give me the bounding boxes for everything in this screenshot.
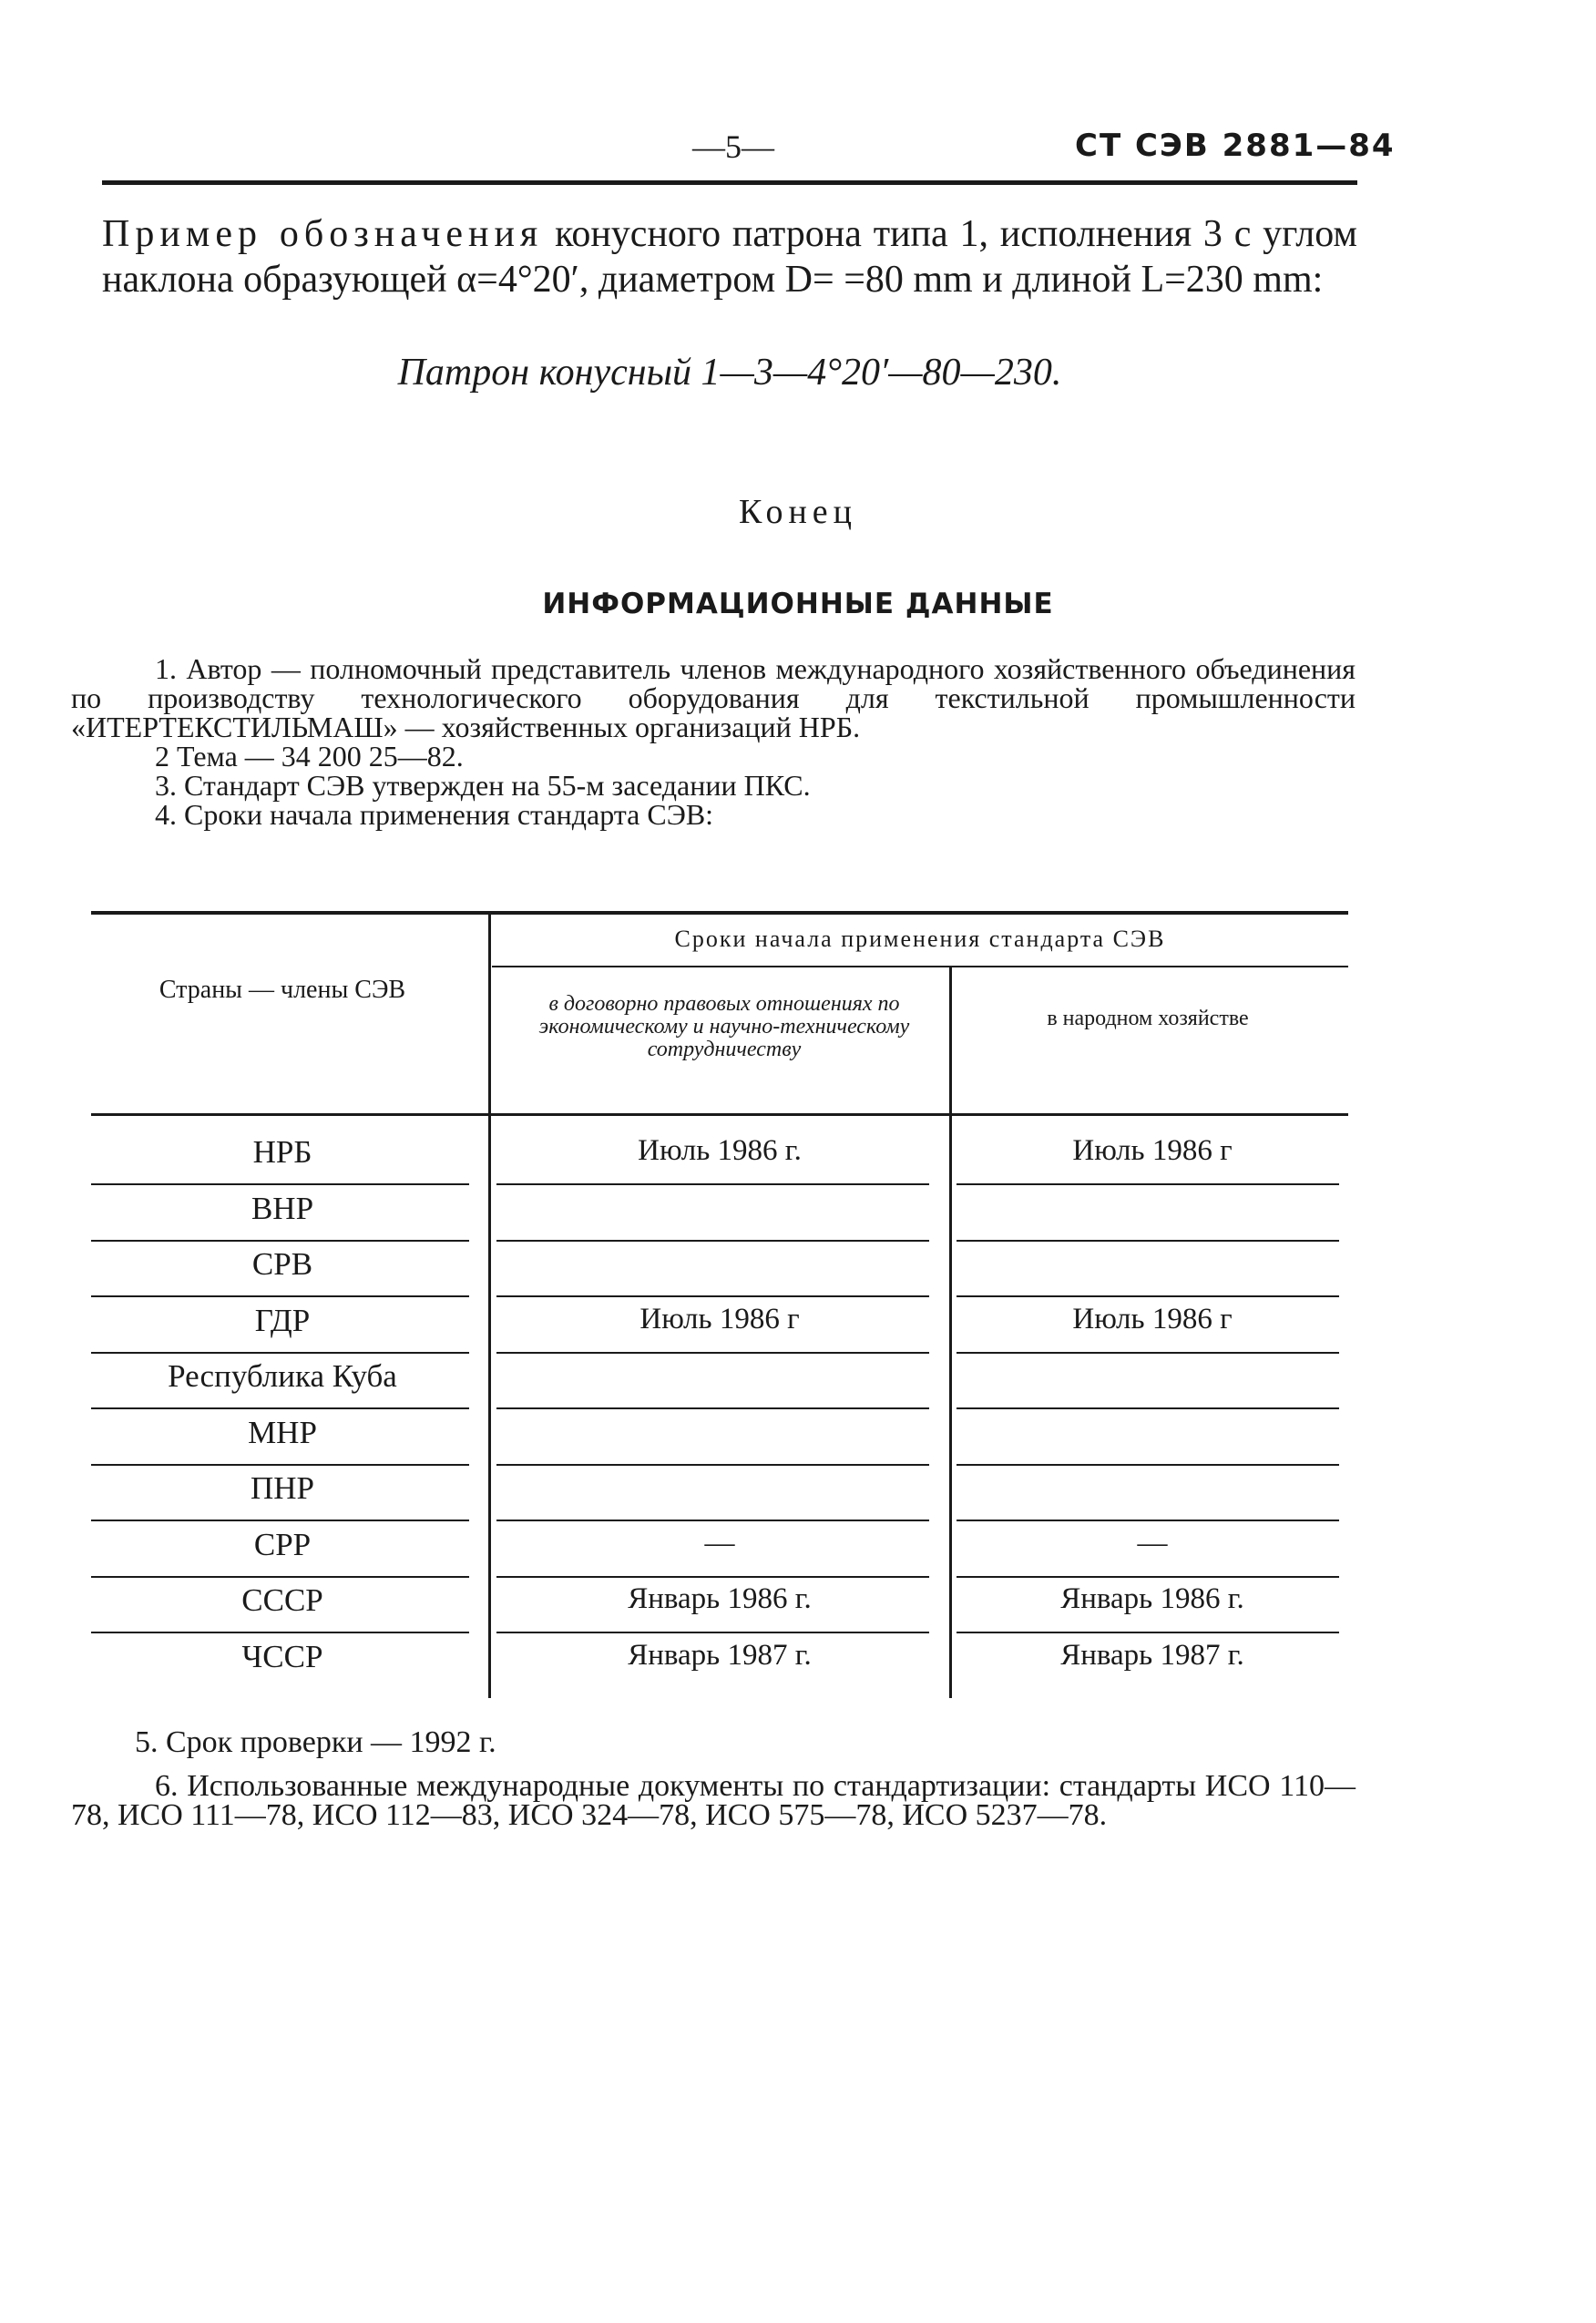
row-separator: [957, 1240, 1339, 1242]
row-separator: [957, 1183, 1339, 1185]
row-separator: [91, 1295, 469, 1297]
row-separator: [957, 1295, 1339, 1297]
standard-code: СТ СЭВ 2881—84: [1075, 128, 1396, 164]
row-separator: [957, 1407, 1339, 1409]
country-cell: ЧССР: [241, 1638, 323, 1674]
group-header: Сроки начала применения стандарта СЭВ: [674, 926, 1166, 952]
designation-example: Патрон конусный 1—3—4°20′—80—230.: [397, 352, 1062, 394]
row-separator: [91, 1520, 469, 1521]
country-cell: НРБ: [252, 1134, 312, 1170]
contract-date-cell: —: [704, 1526, 735, 1560]
country-cell: ВНР: [251, 1190, 314, 1226]
info-item-topic: 2 Тема — 34 200 25—82.: [155, 740, 464, 773]
row-separator: [496, 1632, 929, 1633]
row-separator: [91, 1240, 469, 1242]
contract-date-cell: Июль 1986 г: [639, 1302, 800, 1335]
contract-date-cell: Январь 1987 г.: [628, 1638, 812, 1672]
info-item-documents: 6. Использованные международные документы по стандартизации: стандарты ИСО 110—78, ИСО 111—78, ИСО 112—83, ИСО 324—78, ИСО 575—78, ИСО 5237—78.: [71, 1769, 1356, 1832]
info-item-approval: 3. Стандарт СЭВ утвержден на 55-м заседании ПКС.: [155, 769, 811, 802]
end-word: Конец: [739, 493, 857, 531]
contract-date-cell: Июль 1986 г.: [638, 1134, 802, 1167]
row-separator: [91, 1352, 469, 1354]
after-table-items: [71, 1726, 1356, 1830]
row-separator: [496, 1464, 929, 1466]
row-separator: [957, 1464, 1339, 1466]
info-title: ИНФОРМАЦИОННЫЕ ДАННЫЕ: [542, 588, 1054, 620]
row-separator: [91, 1407, 469, 1409]
row-separator: [496, 1295, 929, 1297]
example-lead-word: Пример обозначения: [102, 213, 544, 255]
row-separator: [957, 1352, 1339, 1354]
country-cell: ПНР: [250, 1470, 315, 1506]
row-separator: [496, 1240, 929, 1242]
country-cell: СРР: [253, 1526, 312, 1562]
row-separator: [496, 1183, 929, 1185]
economy-date-cell: Июль 1986 г: [1072, 1302, 1233, 1335]
row-separator: [91, 1632, 469, 1633]
row-separator: [496, 1352, 929, 1354]
economy-date-cell: —: [1137, 1526, 1168, 1560]
row-separator: [496, 1407, 929, 1409]
col-contract-header: [519, 993, 929, 1061]
table-vertical-rule-2: [949, 967, 952, 1698]
col-contract-header-text: в договорно правовых отношениях по экономическому и научно-техническому сотрудничеству: [538, 992, 910, 1061]
country-cell: СРВ: [251, 1246, 313, 1282]
economy-date-cell: Июль 1986 г: [1072, 1134, 1233, 1167]
row-separator: [496, 1576, 929, 1578]
info-list: [71, 654, 1356, 829]
info-item-author: 1. Автор — полномочный представитель членов международного хозяйственного объединения по производству технологического оборудования для текстильной промышленности «ИТЕРТЕКСТИЛЬМАШ» — хозяйственных организаций НРБ.: [71, 652, 1356, 743]
info-item-dates: 4. Сроки начала применения стандарта СЭВ:: [155, 798, 714, 831]
table-top-rule: [91, 911, 1348, 915]
example-text: конусного патрона типа 1, исполнения 3 с углом наклона образующей α=4°20′, диаметром D= =80 mm и длиной L=230 mm:: [102, 213, 1357, 301]
info-item-review: 5. Срок проверки — 1992 г.: [135, 1725, 496, 1759]
economy-date-cell: Январь 1987 г.: [1060, 1638, 1244, 1672]
designation-example-paragraph: [102, 211, 1357, 302]
col-country-header: Страны — члены СЭВ: [159, 976, 406, 1004]
row-separator: [91, 1183, 469, 1185]
page-number: —5—: [692, 128, 774, 165]
contract-date-cell: Январь 1986 г.: [628, 1582, 812, 1615]
row-separator: [91, 1576, 469, 1578]
table-group-rule: [492, 966, 1348, 967]
economy-date-cell: Январь 1986 г.: [1060, 1582, 1244, 1615]
table-vertical-rule-1: [488, 915, 491, 1698]
table-header-rule: [91, 1113, 1348, 1116]
row-separator: [496, 1520, 929, 1521]
country-cell: СССР: [241, 1582, 323, 1618]
country-cell: ГДР: [254, 1302, 311, 1338]
country-cell: МНР: [248, 1414, 317, 1450]
row-separator: [957, 1632, 1339, 1633]
country-cell: Республика Куба: [168, 1358, 397, 1394]
row-separator: [957, 1576, 1339, 1578]
header-rule: [102, 180, 1357, 185]
row-separator: [91, 1464, 469, 1466]
col-economy-header: в народном хозяйстве: [1047, 1007, 1249, 1030]
row-separator: [957, 1520, 1339, 1521]
